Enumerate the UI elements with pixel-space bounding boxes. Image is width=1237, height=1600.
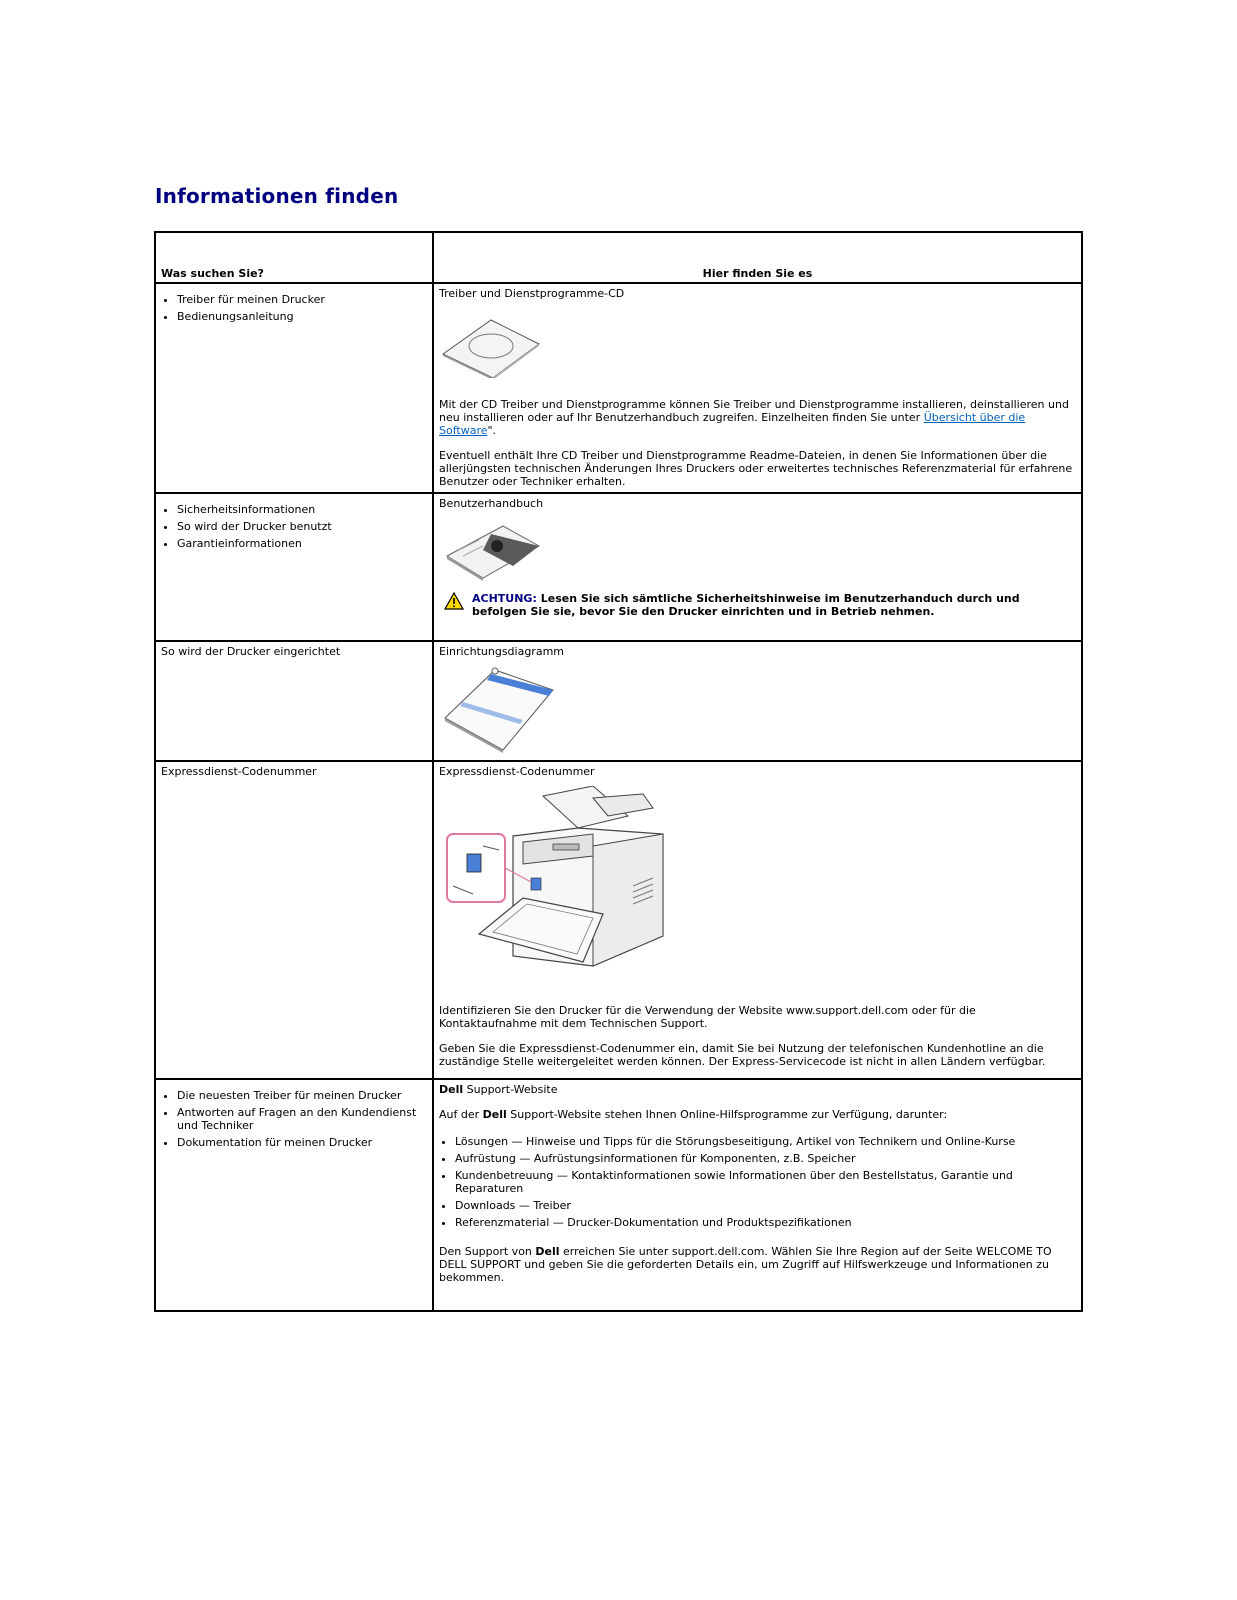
- diagram-heading: Einrichtungsdiagramm: [439, 645, 565, 658]
- express-paragraph-2: Geben Sie die Expressdienst-Codenummer ein, damit Sie bei Nutzung der telefonischen Kundenhotline an die zuständige Stelle weitergeleitet werden können. Der Express-Servicecode ist nicht in allen Ländern verfügbar.: [439, 1042, 1046, 1068]
- express-paragraph-1: Identifizieren Sie den Drucker für die Verwendung der Website www.support.dell.com oder für die Kontaktaufnahme mit dem Technischen Support.: [439, 1004, 976, 1030]
- list-item: • Die neuesten Treiber für meinen Drucker: [177, 1089, 427, 1102]
- support-intro: Auf der Dell Support-Website stehen Ihnen Online-Hilfsprogramme zur Verfügung, darunter:: [439, 1108, 948, 1121]
- setup-diagram-illustration: [443, 662, 555, 754]
- header-where: Hier finden Sie es: [433, 232, 1082, 283]
- table-header-row: [155, 232, 1082, 283]
- caution-text: ACHTUNG: Lesen Sie sich sämtliche Sicherheitshinweise im Benutzerhanduch durch und befolgen Sie sie, bevor Sie den Drucker einrichten und in Betrieb nehmen.: [472, 592, 1020, 618]
- list-item: • Treiber für meinen Drucker: [177, 293, 427, 306]
- list-item: • Dokumentation für meinen Drucker: [177, 1136, 427, 1149]
- row5-list: [161, 1089, 427, 1149]
- row2-right: [433, 493, 1082, 641]
- row4-left: [155, 761, 433, 1079]
- list-item: • Sicherheitsinformationen: [177, 503, 427, 516]
- manual-heading: Benutzerhandbuch: [439, 497, 544, 510]
- list-item: • Kundenbetreuung — Kontaktinformationen sowie Informationen über den Bestellstatus, Garantie und Reparaturen: [455, 1169, 1076, 1195]
- row4-left-text: Expressdienst-Codenummer: [161, 765, 317, 778]
- cd-paragraph-1: Mit der CD Treiber und Dienstprogramme können Sie Treiber und Dienstprogramme installieren, deinstallieren und neu installieren oder auf Ihr Benutzerhandbuch zugreifen. Einzelheiten finden Sie unter Übersicht über die Software".: [439, 398, 1069, 437]
- express-heading: Expressdienst-Codenummer: [439, 765, 595, 778]
- support-heading: Dell Support-Website: [439, 1083, 558, 1096]
- list-item: • Garantieinformationen: [177, 537, 427, 550]
- list-item: • So wird der Drucker benutzt: [177, 520, 427, 533]
- cd-illustration: [441, 306, 541, 378]
- row3-left-text: So wird der Drucker eingerichtet: [161, 645, 341, 658]
- row2-left: [155, 493, 433, 641]
- row2-list: [161, 503, 427, 550]
- list-item: • Antworten auf Fragen an den Kundendienst und Techniker: [177, 1106, 427, 1132]
- caution-label: ACHTUNG:: [472, 592, 537, 605]
- software-overview-link[interactable]: Übersicht über die Software: [439, 411, 1026, 437]
- row3-left: [155, 641, 433, 761]
- printer-illustration: [443, 786, 673, 970]
- info-table: [154, 231, 1083, 1312]
- row1-list: [161, 293, 427, 323]
- list-item: • Referenzmaterial — Drucker-Dokumentation und Produktspezifikationen: [455, 1216, 1076, 1229]
- list-item: • Lösungen — Hinweise und Tipps für die Störungsbeseitigung, Artikel von Technikern und Online-Kurse: [455, 1135, 1076, 1148]
- table-row: [155, 641, 1082, 761]
- list-item: • Downloads — Treiber: [455, 1199, 1076, 1212]
- list-item: • Aufrüstung — Aufrüstungsinformationen für Komponenten, z.B. Speicher: [455, 1152, 1076, 1165]
- manual-illustration: [443, 516, 543, 584]
- cd-paragraph-2: Eventuell enthält Ihre CD Treiber und Dienstprogramme Readme-Dateien, in denen Sie Informationen über die allerjüngsten technischen Änderungen Ihres Druckers oder erweitertes technisches Referenzmaterial für erfahrene Benutzer oder Techniker erhalten.: [439, 449, 1073, 488]
- table-row: [155, 493, 1082, 641]
- row3-right: [433, 641, 1082, 761]
- cd-heading: Treiber und Dienstprogramme-CD: [439, 287, 625, 300]
- page-title: Informationen finden: [155, 184, 399, 208]
- row5-left: [155, 1079, 433, 1311]
- header-what: Was suchen Sie?: [155, 232, 433, 283]
- table-row: [155, 283, 1082, 493]
- row5-right: [433, 1079, 1082, 1311]
- warning-icon: [444, 592, 464, 610]
- support-list: [439, 1135, 1076, 1229]
- table-row: [155, 1079, 1082, 1311]
- support-outro: Den Support von Dell erreichen Sie unter support.dell.com. Wählen Sie Ihre Region auf der Seite WELCOME TO DELL SUPPORT und geben Sie die geforderten Details ein, um Zugriff auf Hilfswerkzeuge und Informationen zu bekommen.: [439, 1245, 1052, 1284]
- table-row: [155, 761, 1082, 1079]
- list-item: • Bedienungsanleitung: [177, 310, 427, 323]
- caution-note: [439, 592, 1076, 618]
- row1-left: [155, 283, 433, 493]
- row4-right: [433, 761, 1082, 1079]
- row1-right: [433, 283, 1082, 493]
